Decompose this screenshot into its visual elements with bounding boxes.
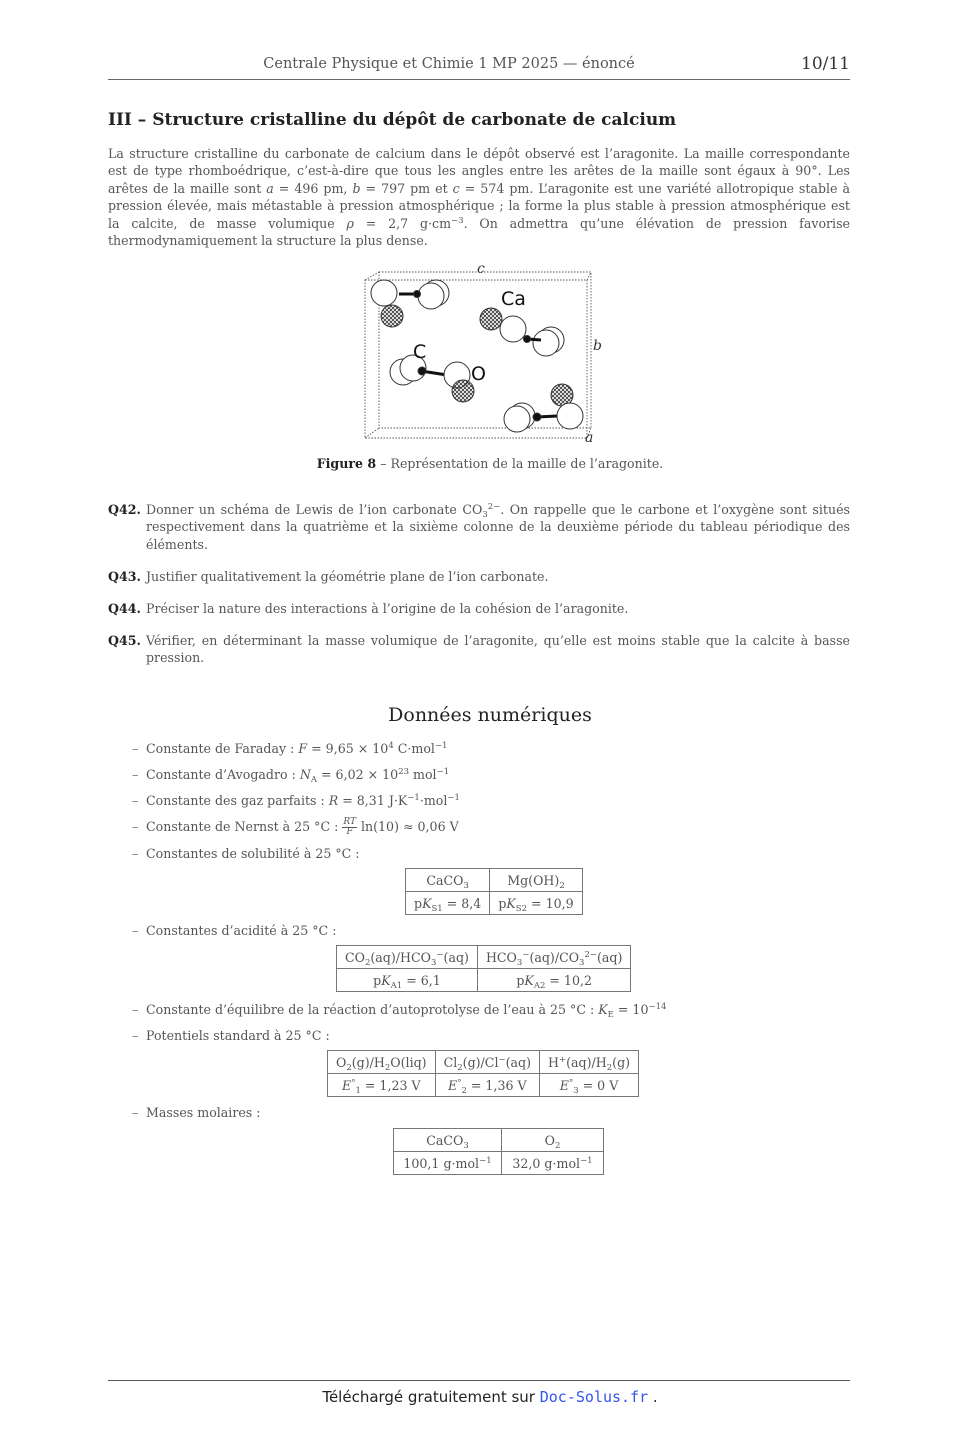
table-cell: $E^\circ_1 = 1,23$ V <box>328 1074 436 1097</box>
table-cell: $HCO_3^-(aq)/CO_3^{2-}(aq)$ <box>477 946 630 969</box>
table-cell: $pK_{S2} = 10,9$ <box>490 892 582 915</box>
page-header <box>108 54 850 80</box>
atom-label-ca: Ca <box>501 288 526 310</box>
section-title: III – Structure cristalline du dépôt de carbonate de calcium <box>108 110 677 130</box>
data-autoprotolyse: – Constante d’équilibre de la réaction d’autoprotolyse de l’eau à 25 °C : $K_E = 10^{-14}$ <box>132 1002 667 1020</box>
data-acidite-label: – Constantes d’acidité à 25 °C : <box>132 923 337 938</box>
data-masses-label: – Masses molaires : <box>132 1105 261 1120</box>
question-q44: Q44. Préciser la nature des interactions à l’origine de la cohésion de l’aragonite. <box>108 601 629 616</box>
question-q42: Q42. Donner un schéma de Lewis de l’ion carbonate $CO_3^{2-}$. On rappelle que le carbone et l’oxygène sont situés respectivement dans la quatrième et la sixième colonne de la deuxième période du tableau périodique des éléments. <box>108 502 850 552</box>
footer-divider <box>108 1380 850 1381</box>
axis-label-b: b <box>593 338 602 354</box>
intro-paragraph: La structure cristalline du carbonate de calcium dans le dépôt observé est l’aragonite. La maille correspondante est de type rhomboédrique, c’est-à-dire que tous les angles entre les arêtes de la maille sont égaux à 90°. Les arêtes de la maille sont a = 496 pm, b = 797 pm et c = 574 pm. L’aragonite est une variété allotropique stable à pression élevée, mais métastable à pression atmosphérique ; la forme la plus stable à pression atmosphérique est la calcite, de masse volumique ρ = 2,7 $g\cdot cm^{-3}$. On admettra qu’une élévation de pression favorise thermodynamiquement la structure la plus dense. <box>108 146 851 249</box>
page-footer: Téléchargé gratuitement sur Doc-Solus.fr . <box>322 1388 658 1406</box>
page-number: 10/11 <box>801 54 850 74</box>
acidity-table <box>336 945 631 992</box>
data-gaz-parfaits: – Constante des gaz parfaits : R = 8,31 $J\cdot K^{-1}\cdot mol^{-1}$ <box>132 793 460 808</box>
data-nernst: – Constante de Nernst à 25 °C : $\frac{RT}{F}$ ln(10) ≈ 0,06 V <box>132 817 459 837</box>
table-cell: $O_2$ <box>502 1129 604 1152</box>
data-solubilite-label: – Constantes de solubilité à 25 °C : <box>132 846 360 861</box>
molar-mass-table <box>393 1128 604 1175</box>
table-cell: $O_2(g)/H_2O(liq)$ <box>328 1051 436 1074</box>
question-q45: Q45. Vérifier, en déterminant la masse volumique de l’aragonite, qu’elle est moins stable que la calcite à basse pression. <box>108 633 850 666</box>
table-cell: $Cl_2(g)/Cl^-(aq)$ <box>435 1051 539 1074</box>
aragonite-unit-cell-figure <box>355 258 615 448</box>
table-cell: $pK_{A2} = 10,2$ <box>477 969 630 992</box>
table-cell: $E^\circ_2 = 1,36$ V <box>435 1074 539 1097</box>
atom-label-c: C <box>413 341 427 363</box>
table-cell: $CO_2(aq)/HCO_3^-(aq)$ <box>337 946 478 969</box>
figure-caption: Figure 8 – Représentation de la maille de l’aragonite. <box>316 456 664 471</box>
header-title: Centrale Physique et Chimie 1 MP 2025 — énoncé <box>263 56 635 72</box>
table-cell: $Mg(OH)_2$ <box>490 869 582 892</box>
standard-potentials-table <box>327 1050 639 1097</box>
axis-label-a: a <box>585 430 594 446</box>
data-potentiels-label: – Potentiels standard à 25 °C : <box>132 1028 330 1043</box>
axis-label-c: c <box>477 261 485 277</box>
table-cell: $pK_{S1} = 8,4$ <box>406 892 490 915</box>
solubility-table <box>405 868 583 915</box>
table-cell: $pK_{A1} = 6,1$ <box>337 969 478 992</box>
table-cell: CaCO$_3$ <box>406 869 490 892</box>
doc-solus-link[interactable]: Doc-Solus.fr <box>539 1388 649 1406</box>
table-cell: $E^\circ_3 = 0$ V <box>540 1074 639 1097</box>
table-cell: $H^+(aq)/H_2(g)$ <box>540 1051 639 1074</box>
table-cell: CaCO$_3$ <box>394 1129 502 1152</box>
data-faraday: – Constante de Faraday : $F = 9,65 \times 10^4$ C·mol$^{-1}$ <box>132 741 448 756</box>
data-section-title: Données numériques <box>388 704 592 726</box>
table-cell: 32,0 g·mol$^{-1}$ <box>502 1152 604 1175</box>
data-avogadro: – Constante d’Avogadro : $N_A = 6,02 \times 10^{23}$ mol$^{-1}$ <box>132 767 450 785</box>
question-q43: Q43. Justifier qualitativement la géométrie plane de l’ion carbonate. <box>108 569 549 584</box>
atom-label-o: O <box>471 363 486 385</box>
table-cell: 100,1 g·mol$^{-1}$ <box>394 1152 502 1175</box>
